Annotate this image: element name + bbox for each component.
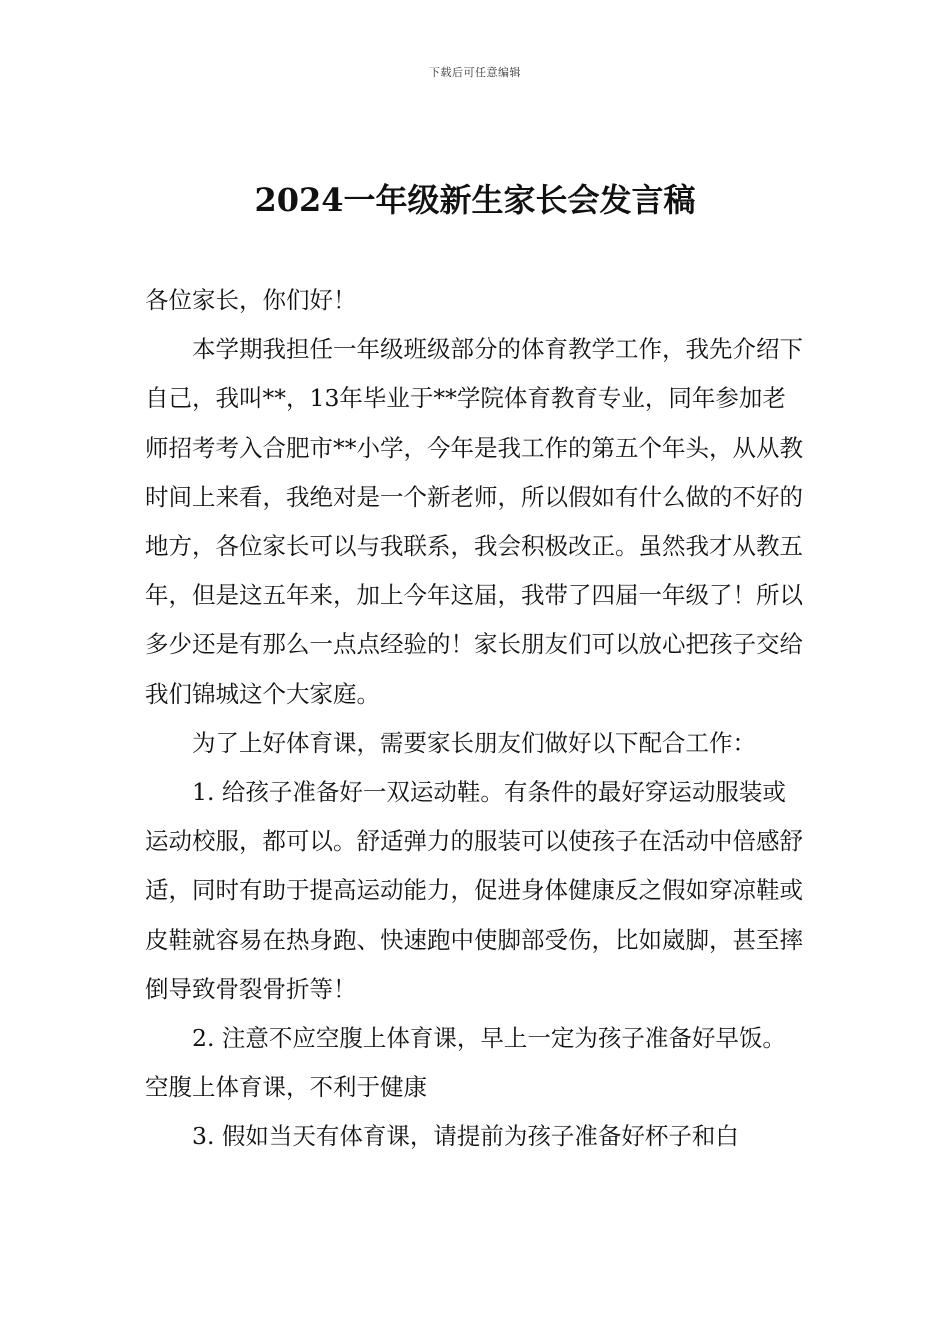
list-item-2: 2. 注意不应空腹上体育课，早上一定为孩子准备好早饭。空腹上体育课，不利于健康 xyxy=(145,1024,786,1102)
paragraph-cooperation-intro: 为了上好体育课，需要家长朋友们做好以下配合工作： xyxy=(192,728,756,757)
paragraph-greeting: 各位家长，你们好！ xyxy=(145,286,357,314)
list-item-1: 1. 给孩子准备好一双运动鞋。有条件的最好穿运动服装或运动校服，都可以。舒适弹力的服装可以使孩子在活动中倍感舒适，同时有助于提高运动能力，促进身体健康反之假如穿凉鞋或皮鞋就容易在热身跑、快速跑中使脚部受伤，比如崴脚，甚至摔倒导致骨裂骨折等！ xyxy=(145,778,803,1003)
document-title: 2024一年级新生家长会发言稿 xyxy=(254,181,696,219)
header-note: 下载后可任意编辑 xyxy=(429,66,521,79)
document-body xyxy=(145,276,807,1162)
list-item-3: 3. 假如当天有体育课，请提前为孩子准备好杯子和白 xyxy=(192,1122,739,1151)
paragraph-introduction: 本学期我担任一年级班级部分的体育教学工作，我先介绍下自己，我叫**，13年毕业于**学院体育教育专业，同年参加老师招考考入合肥市**小学，今年是我工作的第五个年头，从从教时间上来看，我绝对是一个新老师，所以假如有什么做的不好的地方，各位家长可以与我联系，我会积极改正。虽然我才从教五年，但是这五年来，加上今年这届，我带了四届一年级了！所以多少还是有那么一点点经验的！家长朋友们可以放心把孩子交给我们锦城这个大家庭。 xyxy=(145,335,803,708)
